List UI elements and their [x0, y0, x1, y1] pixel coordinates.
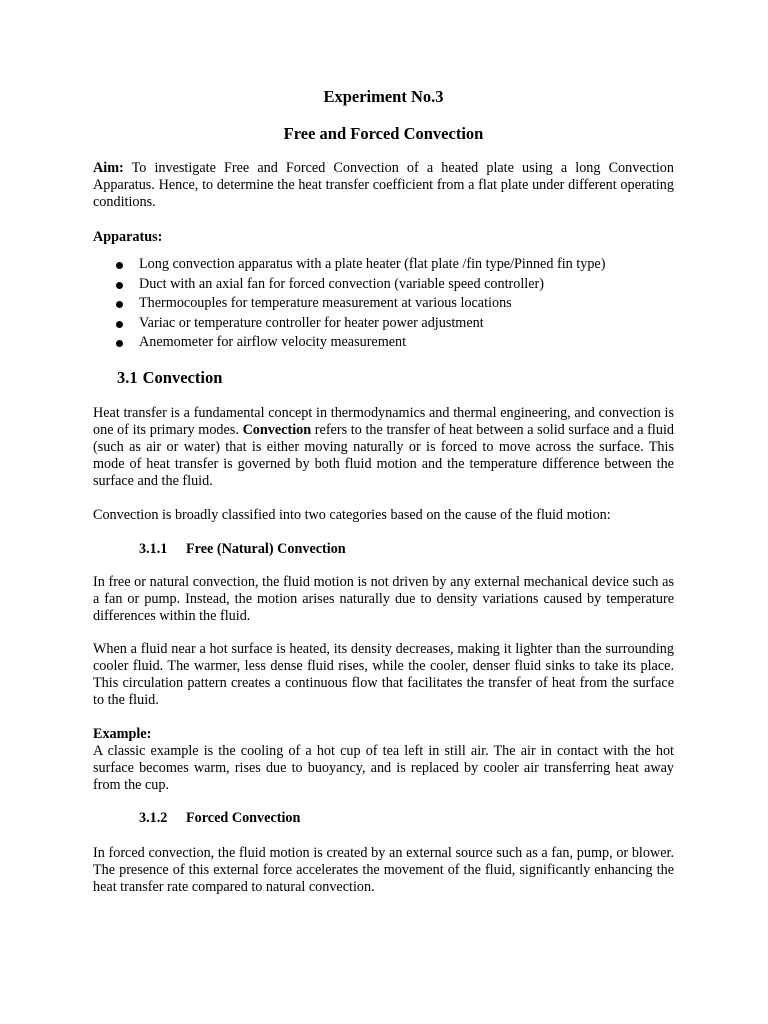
subsection-heading-3-1-1 — [139, 541, 346, 558]
apparatus-label: Apparatus: — [93, 229, 163, 245]
convection-paragraph-1: Heat transfer is a fundamental concept in thermodynamics and thermal engineering, and convection is one of its primary modes. Convection refers to the transfer of heat between a solid surface and a fluid (such as air or water) that is either moving naturally or is forced to move across the surface. This mode of heat transfer is governed by both fluid motion and the temperature difference between the surface and the fluid. — [93, 405, 674, 489]
bullet-icon — [116, 321, 123, 328]
section-number: 3.1 — [117, 368, 138, 387]
bullet-icon — [116, 340, 123, 347]
example-paragraph: A classic example is the cooling of a hot cup of tea left in still air. The air in contact with the hot surface becomes warm, rises due to buoyancy, and is replaced by cooler air transferring heat away from the cup. — [93, 743, 674, 793]
bullet-icon — [116, 282, 123, 289]
subsection-title: Forced Convection — [186, 810, 301, 826]
bullet-icon — [116, 262, 123, 269]
document-page — [93, 0, 674, 1024]
free-convection-paragraph-1: In free or natural convection, the fluid motion is not driven by any external mechanical device such as a fan or pump. Instead, the motion arises naturally due to density variations caused by temperature differences within the fluid. — [93, 574, 674, 624]
example-label: Example: — [93, 726, 152, 742]
subsection-title: Free (Natural) Convection — [186, 541, 346, 557]
bullet-icon — [116, 301, 123, 308]
aim-paragraph — [93, 160, 674, 211]
experiment-subtitle: Free and Forced Convection — [283, 124, 484, 143]
list-item: Thermocouples for temperature measurement at various locations — [93, 294, 605, 314]
subsection-number: 3.1.1 — [139, 541, 168, 557]
section-heading-3-1 — [117, 368, 222, 388]
list-item: Anemometer for airflow velocity measurement — [93, 333, 605, 353]
section-title: Convection — [142, 368, 223, 387]
convection-paragraph-2: Convection is broadly classified into two categories based on the cause of the fluid motion: — [93, 507, 611, 523]
convection-term: Convection — [242, 422, 312, 438]
subsection-number: 3.1.2 — [139, 810, 168, 826]
forced-convection-paragraph: In forced convection, the fluid motion is created by an external source such as a fan, pump, or blower. The presence of this external force accelerates the movement of the fluid, significantly enhancing the heat transfer rate compared to natural convection. — [93, 845, 674, 895]
list-item: Variac or temperature controller for heater power adjustment — [93, 314, 605, 334]
apparatus-list — [93, 255, 605, 353]
aim-label: Aim: — [93, 160, 124, 176]
free-convection-paragraph-2: When a fluid near a hot surface is heated, its density decreases, making it lighter than the surrounding cooler fluid. The warmer, less dense fluid rises, while the cooler, denser fluid sinks to take its place. This circulation pattern creates a continuous flow that facilitates the transfer of heat from the surface to the fluid. — [93, 641, 674, 708]
list-item: Duct with an axial fan for forced convection (variable speed controller) — [93, 275, 605, 295]
subsection-heading-3-1-2 — [139, 810, 300, 827]
aim-text: To investigate Free and Forced Convection of a heated plate using a long Convection Apparatus. Hence, to determine the heat transfer coefficient from a flat plate under different operating conditions. — [93, 160, 674, 210]
list-item: Long convection apparatus with a plate heater (flat plate /fin type/Pinned fin type) — [93, 255, 605, 275]
experiment-title: Experiment No.3 — [323, 87, 444, 106]
